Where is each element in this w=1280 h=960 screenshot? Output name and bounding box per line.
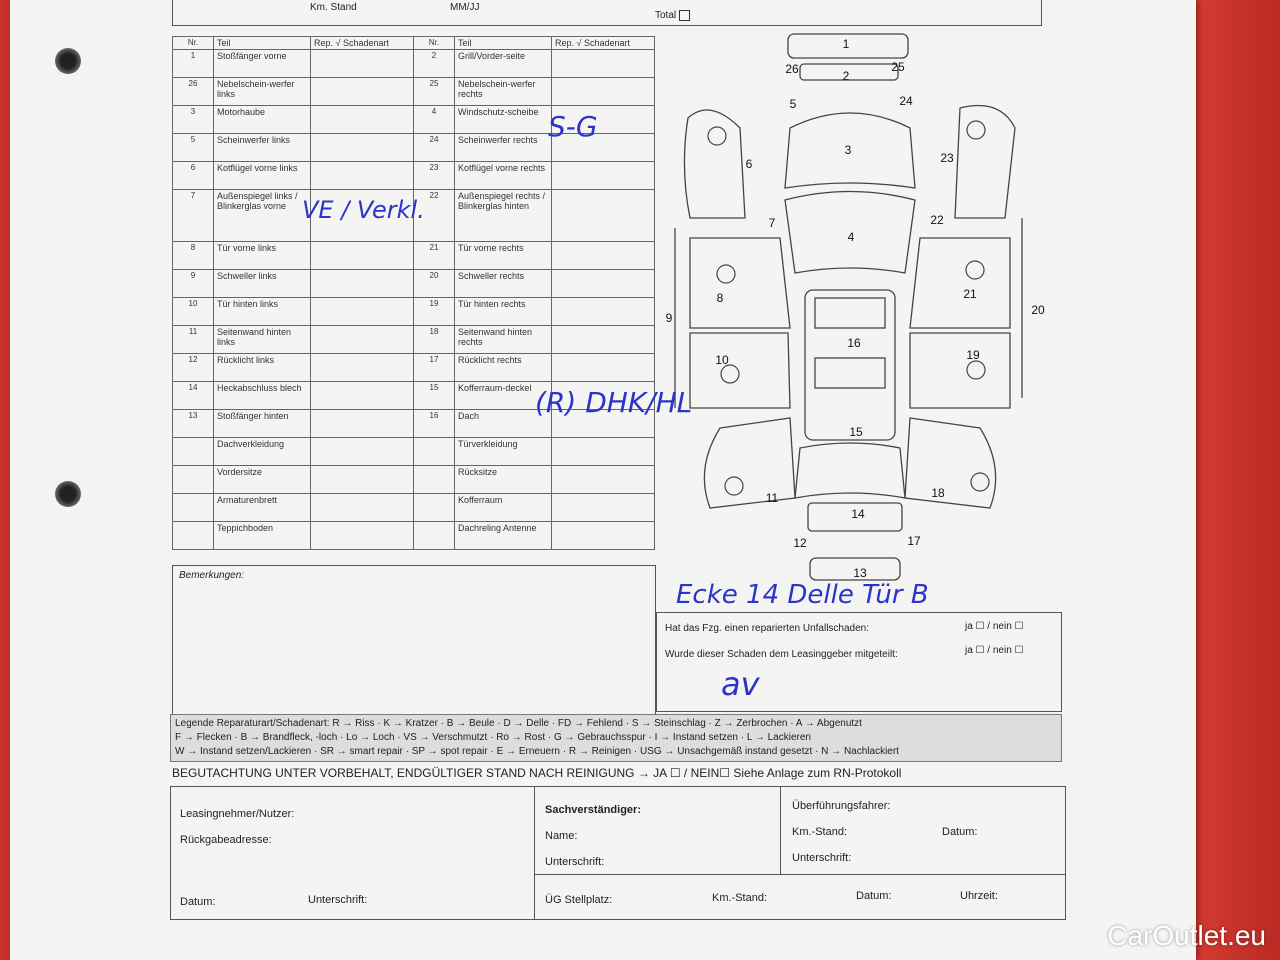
cell-teil: Außenspiegel links / Blinkerglas vorne <box>214 190 311 242</box>
question-1-checkboxes[interactable]: ja ☐ / nein ☐ <box>965 621 1024 632</box>
table-row <box>173 78 655 106</box>
cell-nr: 23 <box>414 162 455 190</box>
cell-rep[interactable] <box>552 298 655 326</box>
cell-rep[interactable] <box>311 242 414 270</box>
wheel-marker <box>967 361 985 379</box>
parking-spot-label: ÜG Stellplatz: <box>545 894 613 906</box>
cell-rep[interactable] <box>552 466 655 494</box>
cell-teil: Heckabschluss blech <box>214 382 311 410</box>
col-teil: Teil <box>214 37 311 50</box>
cell-nr: 12 <box>173 354 214 382</box>
col-rep: Rep. √ Schadenart <box>311 37 414 50</box>
diagram-number-4: 4 <box>847 230 855 244</box>
cell-nr: 10 <box>173 298 214 326</box>
cell-teil: Seitenwand hinten rechts <box>455 326 552 354</box>
diagram-number-5: 5 <box>789 97 797 111</box>
cell-nr: 5 <box>173 134 214 162</box>
wheel-marker <box>971 473 989 491</box>
diagram-number-18: 18 <box>931 486 945 500</box>
cell-teil: Grill/Vorder-seite <box>455 50 552 78</box>
diagram-number-23: 23 <box>940 151 954 165</box>
remarks-label: Bemerkungen: <box>179 570 245 581</box>
diagram-number-7: 7 <box>768 216 776 230</box>
cell-nr <box>414 466 455 494</box>
cell-teil: Nebelschein-werfer links <box>214 78 311 106</box>
cell-teil: Dachreling Antenne <box>455 522 552 550</box>
divider <box>534 786 536 920</box>
cell-teil: Stoßfänger vorne <box>214 50 311 78</box>
handwritten-mark-windshield: S-G <box>548 110 598 143</box>
cell-nr: 13 <box>173 410 214 438</box>
cell-nr: 24 <box>414 134 455 162</box>
cell-nr: 25 <box>414 78 455 106</box>
cell-nr: 20 <box>414 270 455 298</box>
diagram-number-11: 11 <box>765 491 779 505</box>
diagram-number-13: 13 <box>853 566 867 580</box>
cell-nr: 1 <box>173 50 214 78</box>
cell-teil: Scheinwerfer links <box>214 134 311 162</box>
cell-nr <box>173 466 214 494</box>
cell-teil: Armaturenbrett <box>214 494 311 522</box>
col-teil: Teil <box>455 37 552 50</box>
cell-nr <box>414 522 455 550</box>
diagram-number-26: 26 <box>785 62 799 76</box>
cell-teil: Rücklicht rechts <box>455 354 552 382</box>
cell-rep[interactable] <box>552 50 655 78</box>
diagram-number-8: 8 <box>716 291 724 305</box>
roof-panel-shape <box>815 358 885 388</box>
cell-teil: Schweller links <box>214 270 311 298</box>
cell-rep[interactable] <box>552 242 655 270</box>
cell-teil: Außenspiegel rechts / Blinkerglas hinten <box>455 190 552 242</box>
col-nr: Nr. <box>173 37 214 50</box>
driver-date-label: Datum: <box>942 826 978 838</box>
cell-teil: Tür vorne rechts <box>455 242 552 270</box>
expert-signature-label: Unterschrift: <box>545 856 605 868</box>
cell-nr <box>414 494 455 522</box>
wheel-marker <box>725 477 743 495</box>
questions-box <box>656 612 1062 712</box>
cell-teil: Kofferraum <box>455 494 552 522</box>
cell-rep[interactable] <box>552 190 655 242</box>
cell-rep[interactable] <box>552 438 655 466</box>
remarks-box <box>172 565 656 715</box>
cell-teil: Türverkleidung <box>455 438 552 466</box>
cell-nr: 15 <box>414 382 455 410</box>
cell-rep[interactable] <box>311 50 414 78</box>
expert-name-label: Name: <box>545 830 578 842</box>
question-reported-to-lessor: Wurde dieser Schaden dem Leasinggeber mitgeteilt: <box>665 649 898 660</box>
cell-teil: Tür hinten links <box>214 298 311 326</box>
question-repaired-damage: Hat das Fzg. einen reparierten Unfallschaden: <box>665 623 870 634</box>
km-stand-label: Km. Stand <box>310 2 357 13</box>
cell-rep[interactable] <box>552 494 655 522</box>
diagram-number-24: 24 <box>899 94 913 108</box>
cell-nr: 22 <box>414 190 455 242</box>
diagram-number-16: 16 <box>847 336 861 350</box>
diagram-number-19: 19 <box>966 348 980 362</box>
cell-rep[interactable] <box>552 354 655 382</box>
signature-label: Unterschrift: <box>308 894 368 906</box>
diagram-number-12: 12 <box>793 536 807 550</box>
diagram-number-14: 14 <box>851 507 865 521</box>
wheel-marker <box>721 365 739 383</box>
cell-rep[interactable] <box>311 78 414 106</box>
divider <box>780 786 781 874</box>
cell-rep[interactable] <box>311 270 414 298</box>
driver-km-label: Km.-Stand: <box>792 826 848 838</box>
cell-rep[interactable] <box>311 106 414 134</box>
cell-nr <box>414 438 455 466</box>
diagram-number-9: 9 <box>665 311 673 325</box>
table-row <box>173 298 655 326</box>
cell-nr <box>173 494 214 522</box>
cell-rep[interactable] <box>552 78 655 106</box>
cell-teil: Schweller rechts <box>455 270 552 298</box>
cell-rep[interactable] <box>311 298 414 326</box>
cell-nr <box>173 438 214 466</box>
table-row <box>173 50 655 78</box>
col-nr: Nr. <box>414 37 455 50</box>
cell-nr: 4 <box>414 106 455 134</box>
legend-line: F → Flecken · B → Brandfleck, -loch · Lo → Loch · VS → Verschmutzt · Ro → Rost · G → Gebrauchsspur · I → Instand setzen · L → Lackieren <box>175 732 811 743</box>
cell-teil: Stoßfänger hinten <box>214 410 311 438</box>
car-damage-diagram <box>660 28 1060 588</box>
cell-nr: 19 <box>414 298 455 326</box>
cell-rep[interactable] <box>311 410 414 438</box>
left-front-fender-shape <box>684 110 745 218</box>
table-row <box>173 466 655 494</box>
handwritten-mark-trunk: (R) DHK/HL <box>535 386 693 419</box>
damage-legend <box>170 714 1062 762</box>
cell-teil: Tür hinten rechts <box>455 298 552 326</box>
cell-teil: Nebelschein-werfer rechts <box>455 78 552 106</box>
punch-hole <box>55 481 81 507</box>
cell-nr: 16 <box>414 410 455 438</box>
wheel-marker <box>717 265 735 283</box>
expert-label: Sachverständiger: <box>545 804 641 816</box>
carutlet-watermark: CarOutlet.eu <box>1107 920 1266 951</box>
diagram-number-15: 15 <box>849 425 863 439</box>
left-front-door-shape <box>690 238 790 328</box>
driver-signature-label: Unterschrift: <box>792 852 852 864</box>
inspection-reservation-note: BEGUTACHTUNG UNTER VORBEHALT, ENDGÜLTIGER STAND NACH REINIGUNG → JA ☐ / NEIN☐ Siehe Anlage zum RN-Protokoll <box>172 766 902 780</box>
legend-line: W → Instand setzen/Lackieren · SR → smart repair · SP → spot repair · E → Erneuern · R → Reinigen · USG → Unsachgemäß instand gesetzt · N → Nachlackiert <box>175 746 899 757</box>
diagram-number-22: 22 <box>930 213 944 227</box>
lessee-label: Leasingnehmer/Nutzer: <box>180 808 295 820</box>
cell-rep[interactable] <box>311 438 414 466</box>
left-rear-door-shape <box>690 333 790 408</box>
cell-nr: 6 <box>173 162 214 190</box>
cell-teil: Scheinwerfer rechts <box>455 134 552 162</box>
cell-rep[interactable] <box>552 326 655 354</box>
table-row <box>173 270 655 298</box>
punch-hole <box>55 48 81 74</box>
return-address-label: Rückgabeadresse: <box>180 834 272 846</box>
cell-teil: Tür vorne links <box>214 242 311 270</box>
diagram-number-25: 25 <box>891 60 905 74</box>
cell-nr: 3 <box>173 106 214 134</box>
diagram-number-21: 21 <box>963 287 977 301</box>
diagram-number-17: 17 <box>907 534 921 548</box>
diagram-number-6: 6 <box>745 157 753 171</box>
cell-nr: 2 <box>414 50 455 78</box>
cell-teil: Rücksitze <box>455 466 552 494</box>
diagram-number-20: 20 <box>1031 303 1045 317</box>
cell-nr: 14 <box>173 382 214 410</box>
mmjj-label: MM/JJ <box>450 2 480 13</box>
cell-rep[interactable] <box>311 494 414 522</box>
cell-nr: 11 <box>173 326 214 354</box>
parking-date-label: Datum: <box>856 890 892 902</box>
cell-rep[interactable] <box>311 466 414 494</box>
trunk-shape <box>795 443 905 498</box>
parking-km-label: Km.-Stand: <box>712 892 768 904</box>
roof-shape <box>805 290 895 440</box>
cell-teil: Dachverkleidung <box>214 438 311 466</box>
table-row <box>173 494 655 522</box>
diagram-number-1: 1 <box>842 37 850 51</box>
table-row <box>173 242 655 270</box>
right-rear-door-shape <box>910 333 1010 408</box>
col-rep: Rep. √ Schadenart <box>552 37 655 50</box>
total-label: Total <box>655 10 690 21</box>
sunroof-shape <box>815 298 885 328</box>
table-row <box>173 522 655 550</box>
driver-label: Überführungsfahrer: <box>792 800 891 812</box>
table-header-row <box>173 37 655 50</box>
wheel-marker <box>966 261 984 279</box>
cell-nr: 7 <box>173 190 214 242</box>
cell-teil: Vordersitze <box>214 466 311 494</box>
cell-nr: 8 <box>173 242 214 270</box>
handwritten-signature: av <box>721 665 760 703</box>
parking-time-label: Uhrzeit: <box>960 890 998 902</box>
left-rear-quarter-shape <box>704 418 795 508</box>
cell-rep[interactable] <box>311 382 414 410</box>
cell-teil: Kotflügel vorne rechts <box>455 162 552 190</box>
right-front-door-shape <box>910 238 1010 328</box>
handwritten-mark-mirror: VE / Verkl. <box>302 196 425 224</box>
table-row <box>173 326 655 354</box>
cell-rep[interactable] <box>311 162 414 190</box>
cell-rep[interactable] <box>552 522 655 550</box>
cell-teil: Kotflügel vorne links <box>214 162 311 190</box>
cell-nr: 26 <box>173 78 214 106</box>
wheel-marker <box>708 127 726 145</box>
cell-nr: 21 <box>414 242 455 270</box>
cell-rep[interactable] <box>552 162 655 190</box>
cell-nr <box>173 522 214 550</box>
cell-teil: Motorhaube <box>214 106 311 134</box>
divider <box>534 874 1066 875</box>
cell-teil: Teppichboden <box>214 522 311 550</box>
header-strip <box>172 0 1042 26</box>
table-row <box>173 438 655 466</box>
right-front-fender-shape <box>955 106 1015 219</box>
cell-teil: Kofferraum-deckel <box>455 382 552 410</box>
cell-nr: 18 <box>414 326 455 354</box>
cell-nr: 17 <box>414 354 455 382</box>
table-row <box>173 162 655 190</box>
cell-teil: Windschutz-scheibe <box>455 106 552 134</box>
diagram-number-3: 3 <box>844 143 852 157</box>
cell-teil: Rücklicht links <box>214 354 311 382</box>
cell-nr: 9 <box>173 270 214 298</box>
diagram-number-2: 2 <box>842 69 850 83</box>
handwritten-note: Ecke 14 Delle Tür B <box>676 580 929 610</box>
date-label: Datum: <box>180 896 216 908</box>
cell-rep[interactable] <box>311 134 414 162</box>
legend-line: Legende Reparaturart/Schadenart: R → Riss · K → Kratzer · B → Beule · D → Delle · FD → Fehlend · S → Steinschlag · Z → Zerbrochen · A → Abgenutzt <box>175 718 862 729</box>
diagram-number-10: 10 <box>715 353 729 367</box>
wheel-marker <box>967 121 985 139</box>
cell-teil: Seitenwand hinten links <box>214 326 311 354</box>
cell-rep[interactable] <box>311 354 414 382</box>
question-2-checkboxes[interactable]: ja ☐ / nein ☐ <box>965 645 1024 656</box>
right-rear-quarter-shape <box>905 418 996 508</box>
cell-teil: Dach <box>455 410 552 438</box>
cell-rep[interactable] <box>311 326 414 354</box>
cell-rep[interactable] <box>552 270 655 298</box>
cell-rep[interactable] <box>311 522 414 550</box>
table-row <box>173 354 655 382</box>
